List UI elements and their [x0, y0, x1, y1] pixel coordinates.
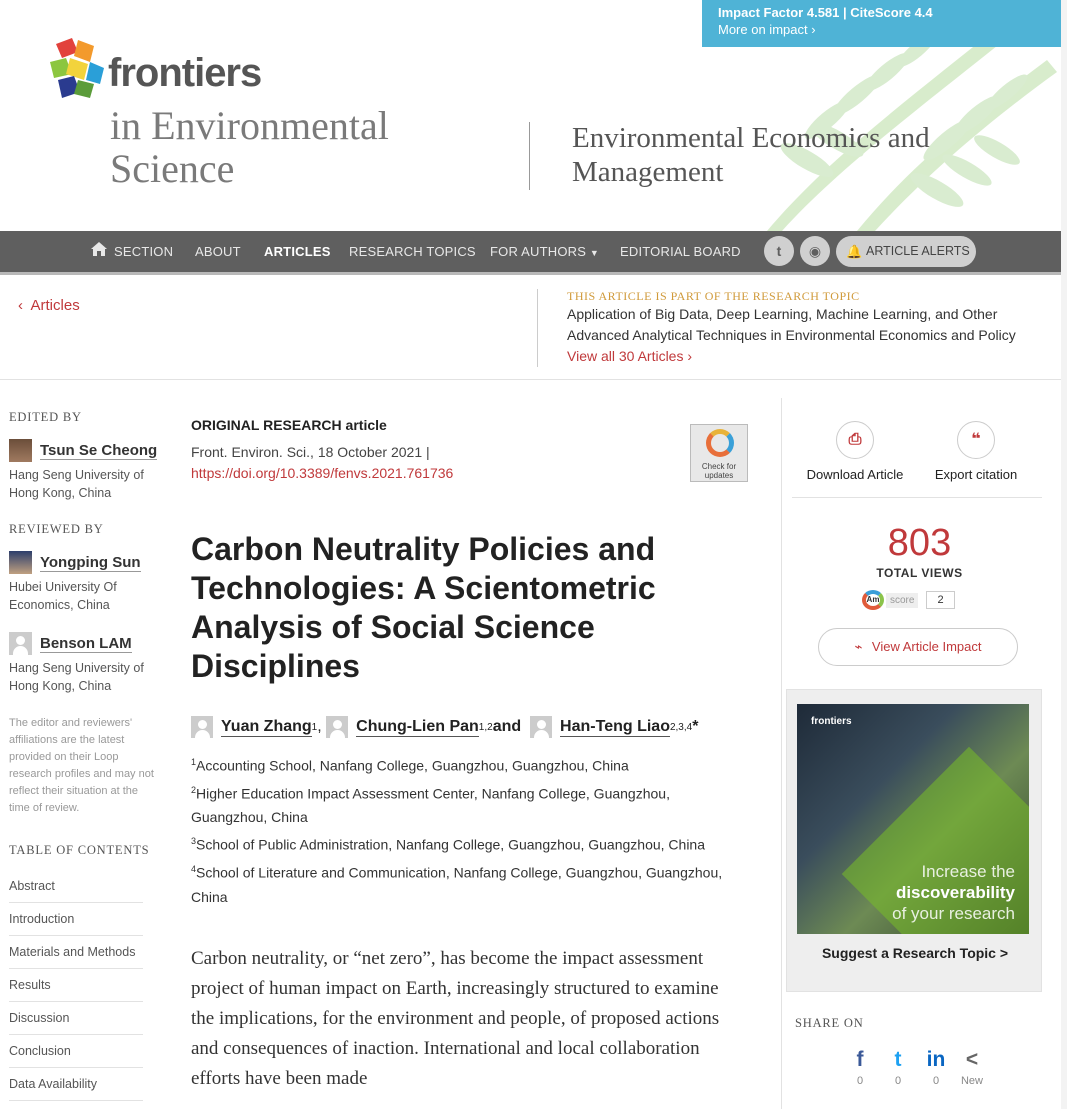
bell-icon: 🔔	[846, 244, 863, 259]
impact-metrics: Impact Factor 4.581 | CiteScore 4.4	[718, 5, 933, 20]
author-sep: ,	[317, 718, 322, 735]
view-article-impact-button[interactable]	[818, 628, 1018, 666]
toc-conclusion[interactable]: Conclusion	[9, 1035, 143, 1068]
author-sup: 1	[311, 721, 318, 733]
nav-articles[interactable]: ARTICLES	[264, 244, 331, 259]
nav-for-authors-label: FOR AUTHORS	[490, 244, 587, 259]
research-topic-label: THIS ARTICLE IS PART OF THE RESEARCH TOPIC	[567, 289, 860, 303]
altmetric-icon: Am	[862, 590, 884, 610]
logo-wordmark: frontiers	[108, 50, 262, 95]
citation	[191, 442, 751, 484]
affiliation-text: Accounting School, Nanfang College, Guangzhou, Guangzhou, China	[196, 757, 629, 774]
abstract-text: Carbon neutrality, or “net zero”, has become the impact assessment project of human impact on Earth, increasingly structured to examine the implications, for the environment and people, of proposed actions and consequences of inaction. International and local collaboration efforts have been made	[191, 947, 720, 1089]
total-views-count: 803	[887, 522, 952, 564]
affiliation-item	[191, 857, 731, 909]
frontiers-logo[interactable]	[50, 36, 261, 100]
article-type-suffix: article	[345, 417, 387, 433]
promo-line1: Increase the	[921, 862, 1015, 881]
altmetric-score-label: score	[886, 593, 918, 608]
rss-icon[interactable]: ◉	[800, 236, 830, 266]
avatar	[9, 551, 32, 574]
chevron-left-icon: ‹	[18, 297, 23, 314]
toc-heading: TABLE OF CONTENTS	[9, 843, 150, 857]
avatar	[530, 716, 552, 738]
main-nav	[0, 231, 1061, 275]
article-type-main: ORIGINAL RESEARCH	[191, 417, 342, 433]
toc-abstract[interactable]: Abstract	[9, 870, 143, 903]
author-name[interactable]: Yuan Zhang	[221, 717, 312, 735]
nav-for-authors[interactable]	[490, 244, 599, 259]
nav-research-topics[interactable]: RESEARCH TOPICS	[349, 244, 476, 259]
journal-title-line1: in Environmental	[110, 103, 389, 148]
citescore: CiteScore 4.4	[850, 5, 933, 20]
scrollbar[interactable]	[1061, 0, 1067, 1109]
share-icon: <	[965, 1048, 979, 1071]
promo-card[interactable]	[786, 689, 1042, 992]
view-article-impact-label: View Article Impact	[871, 639, 982, 654]
nav-about[interactable]: ABOUT	[195, 244, 241, 259]
toc-materials-and-methods[interactable]: Materials and Methods	[9, 936, 143, 969]
caret-down-icon: ▼	[589, 248, 600, 258]
article-title: Carbon Neutrality Policies and Technologies: A Scientometric Analysis of Social Science Disciplines	[191, 531, 656, 684]
promo-line3: of your research	[892, 904, 1015, 923]
reviewer-name[interactable]: Benson LAM	[40, 634, 132, 652]
breadcrumb-articles: Articles	[30, 297, 80, 314]
author-name[interactable]: Chung-Lien Pan	[356, 717, 479, 735]
toc-results[interactable]: Results	[9, 969, 143, 1002]
quote-icon: ❝	[957, 421, 995, 459]
editor	[9, 439, 159, 462]
export-citation-button[interactable]	[928, 421, 1024, 482]
check-updates-icon	[706, 429, 734, 457]
author-sup: 2,3,4	[669, 721, 693, 733]
facebook-icon: f	[856, 1048, 864, 1071]
toc-introduction[interactable]: Introduction	[9, 903, 143, 936]
download-article-button[interactable]	[802, 421, 908, 482]
reviewer	[9, 632, 159, 655]
avatar	[326, 716, 348, 738]
promo-line2: discoverability	[895, 883, 1015, 902]
nav-section[interactable]: SECTION	[114, 244, 174, 259]
impact-factor: Impact Factor 4.581	[718, 5, 840, 20]
share-heading: SHARE ON	[795, 1016, 864, 1030]
journal-title[interactable]	[110, 104, 510, 190]
promo-brand: frontiers	[811, 716, 852, 727]
avatar	[9, 439, 32, 462]
nav-editorial-board[interactable]: EDITORIAL BOARD	[620, 244, 741, 259]
affiliations	[191, 750, 731, 909]
share-count: 0	[894, 1075, 902, 1087]
download-article-label: Download Article	[806, 467, 904, 482]
author-list	[191, 716, 751, 738]
right-divider	[792, 497, 1042, 498]
research-topic	[567, 304, 1047, 367]
edited-by-heading: EDITED BY	[9, 410, 82, 424]
impact-banner[interactable]	[702, 0, 1061, 47]
journal-title-line2: Science	[110, 146, 235, 191]
check-for-updates-button[interactable]	[690, 424, 748, 482]
affiliation-item	[191, 829, 731, 857]
affiliation-text: Higher Education Impact Assessment Center, Nanfang College, Guangzhou, Guangzhou, China	[191, 785, 670, 826]
views-block	[782, 522, 1057, 580]
header-divider	[529, 122, 530, 190]
author-sup: 1,2	[478, 721, 493, 733]
left-sidebar	[9, 410, 159, 1101]
editor-name[interactable]: Tsun Se Cheong	[40, 441, 158, 459]
affiliation-item	[191, 778, 731, 830]
editor-affiliation: Hang Seng University of Hong Kong, China	[9, 468, 144, 500]
twitter-share-icon: t	[894, 1048, 902, 1071]
reviewer-name[interactable]: Yongping Sun	[40, 553, 141, 571]
reviewer	[9, 551, 159, 574]
right-sidebar	[781, 398, 1061, 1109]
corresponding-mark: *	[692, 718, 699, 735]
affiliation-text: School of Public Administration, Nanfang College, Guangzhou, Guangzhou, China	[196, 836, 706, 853]
toc-discussion[interactable]: Discussion	[9, 1002, 143, 1035]
pdf-icon: ⎙	[836, 421, 874, 459]
research-topic-title[interactable]: Application of Big Data, Deep Learning, Machine Learning, and Other Advanced Analytical Techniques in Environmental Economics and Policy	[567, 306, 1016, 343]
share-twitter[interactable]	[883, 1048, 913, 1087]
section-title-line2: Management	[572, 156, 724, 188]
reviewer-affiliation: Hang Seng University of Hong Kong, China	[9, 661, 144, 693]
section-title-line1: Environmental Economics and	[572, 122, 930, 154]
affiliation-sup: 2	[191, 784, 197, 795]
export-citation-label: Export citation	[934, 467, 1018, 482]
article-alerts-label: ARTICLE ALERTS	[866, 244, 970, 258]
author-name[interactable]: Han-Teng Liao	[560, 717, 670, 735]
share-count: 0	[932, 1075, 940, 1087]
promo-image	[797, 704, 1029, 934]
topic-divider	[537, 289, 538, 367]
chart-icon: ⌁	[854, 639, 863, 654]
altmetric-score: 2	[926, 591, 954, 609]
affiliation-item	[191, 750, 731, 778]
check-updates-line1: Check for	[701, 462, 737, 471]
affiliation-sup: 3	[191, 836, 197, 847]
section-title[interactable]	[572, 121, 1032, 189]
twitter-icon[interactable]: t	[764, 236, 794, 266]
article-type	[191, 417, 751, 433]
article-alerts-button[interactable]	[836, 236, 976, 267]
citation-text: Front. Environ. Sci., 18 October 2021 |	[191, 444, 430, 460]
reviewer-affiliation: Hubei University Of Economics, China	[9, 580, 117, 612]
avatar	[191, 716, 213, 738]
article-main	[191, 417, 751, 1094]
doi-link[interactable]: https://doi.org/10.3389/fenvs.2021.761736	[191, 465, 454, 481]
affiliation-text: School of Literature and Communication, Nanfang College, Guangzhou, Guangzhou, China	[191, 864, 723, 905]
breadcrumb[interactable]	[18, 297, 80, 314]
total-views-label: TOTAL VIEWS	[876, 566, 963, 580]
check-updates-line2: updates	[704, 471, 734, 480]
frontiers-logo-icon	[50, 36, 104, 100]
promo-text	[892, 861, 1015, 924]
share-facebook[interactable]	[845, 1048, 875, 1087]
author-sep: and	[492, 718, 522, 735]
affiliation-sup: 4	[191, 863, 197, 874]
linkedin-icon: in	[926, 1048, 946, 1071]
suggest-topic-link[interactable]: Suggest a Research Topic >	[821, 945, 1009, 961]
avatar	[9, 632, 32, 655]
affiliation-sup: 1	[191, 757, 197, 767]
table-of-contents	[9, 870, 159, 1101]
share-count: New	[960, 1075, 983, 1087]
share-linkedin[interactable]	[921, 1048, 951, 1087]
top-divider	[0, 379, 1061, 380]
more-on-impact-link[interactable]: More on impact ›	[718, 22, 816, 37]
site-header	[0, 0, 1067, 231]
share-count: 0	[856, 1075, 864, 1087]
home-icon[interactable]	[90, 241, 108, 257]
toc-data-availability[interactable]: Data Availability	[9, 1068, 143, 1101]
view-all-articles-link[interactable]: View all 30 Articles ›	[567, 348, 693, 364]
reviewed-by-heading: REVIEWED BY	[9, 522, 104, 536]
affiliation-note: The editor and reviewers' affiliations are the latest provided on their Loop research profiles and may not reflect their situation at the time of review.	[9, 717, 154, 814]
share-more[interactable]	[957, 1048, 987, 1087]
altmetric-badge[interactable]	[862, 590, 955, 610]
